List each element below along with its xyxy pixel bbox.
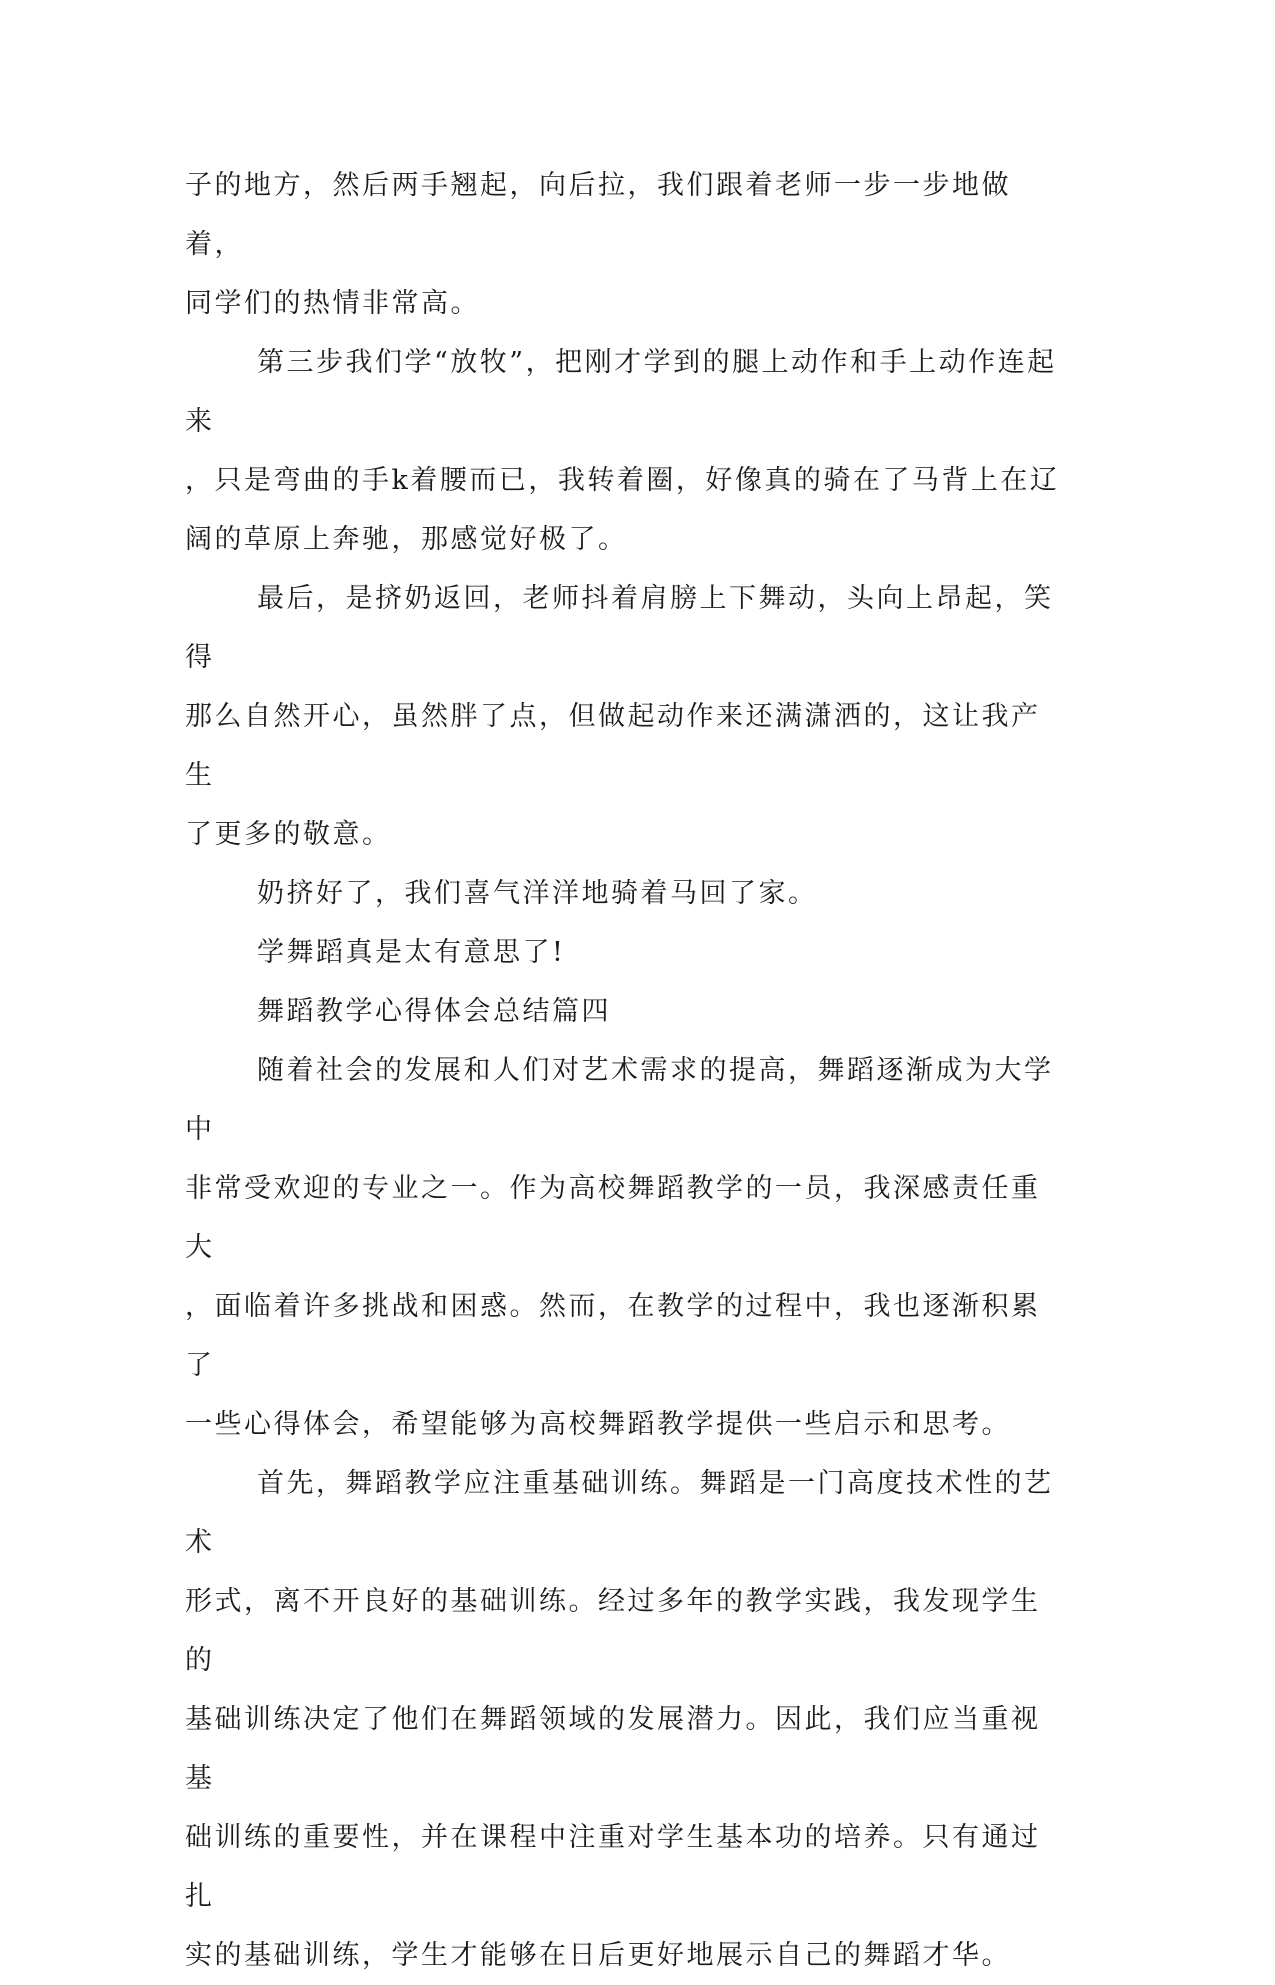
text-line: 础训练的重要性，并在课程中注重对学生基本功的培养。只有通过扎: [185, 1822, 1041, 1912]
paragraph-intro: [185, 1041, 1065, 1454]
text-line: 实的基础训练，学生才能够在日后更好地展示自己的舞蹈才华。: [185, 1940, 1011, 1971]
paragraph-continuation: [185, 156, 1065, 333]
text-line: 舞蹈教学心得体会总结篇四: [257, 996, 611, 1027]
paragraph-step-three: [185, 333, 1065, 569]
section-heading: [185, 982, 1065, 1041]
text-line: ，只是弯曲的手k着腰而已，我转着圈，好像真的骑在了马背上在辽: [185, 465, 1060, 496]
text-line: 了更多的敬意。: [185, 819, 392, 850]
text-line: 一些心得体会，希望能够为高校舞蹈教学提供一些启示和思考。: [185, 1409, 1011, 1440]
text-line: 基础训练决定了他们在舞蹈领域的发展潜力。因此，我们应当重视基: [185, 1704, 1041, 1794]
text-line: 阔的草原上奔驰，那感觉好极了。: [185, 524, 628, 555]
text-line: 形式，离不开良好的基础训练。经过多年的教学实践，我发现学生的: [185, 1586, 1041, 1676]
document-body: [185, 156, 1065, 1985]
text-line: 那么自然开心，虽然胖了点，但做起动作来还满潇洒的，这让我产生: [185, 701, 1041, 791]
paragraph-finally: [185, 569, 1065, 864]
text-line: 首先，舞蹈教学应注重基础训练。舞蹈是一门高度技术性的艺术: [185, 1468, 1054, 1558]
text-line: 奶挤好了，我们喜气洋洋地骑着马回了家。: [257, 878, 818, 909]
text-line: 第三步我们学“放牧”，把刚才学到的腿上动作和手上动作连起来: [185, 347, 1057, 437]
paragraph-first-point: [185, 1454, 1065, 1985]
text-line: 随着社会的发展和人们对艺术需求的提高，舞蹈逐渐成为大学中: [185, 1055, 1054, 1145]
text-line: 学舞蹈真是太有意思了!: [257, 937, 566, 968]
text-line: 同学们的热情非常高。: [185, 288, 480, 319]
text-line: ，面临着许多挑战和困惑。然而，在教学的过程中，我也逐渐积累了: [185, 1291, 1041, 1381]
text-line: 非常受欢迎的专业之一。作为高校舞蹈教学的一员，我深感责任重大: [185, 1173, 1041, 1263]
paragraph-milk-done: [185, 864, 1065, 923]
text-line: 子的地方，然后两手翘起，向后拉，我们跟着老师一步一步地做着，: [185, 170, 1011, 260]
text-line: 最后，是挤奶返回，老师抖着肩膀上下舞动，头向上昂起，笑得: [185, 583, 1054, 673]
paragraph-fun: [185, 923, 1065, 982]
